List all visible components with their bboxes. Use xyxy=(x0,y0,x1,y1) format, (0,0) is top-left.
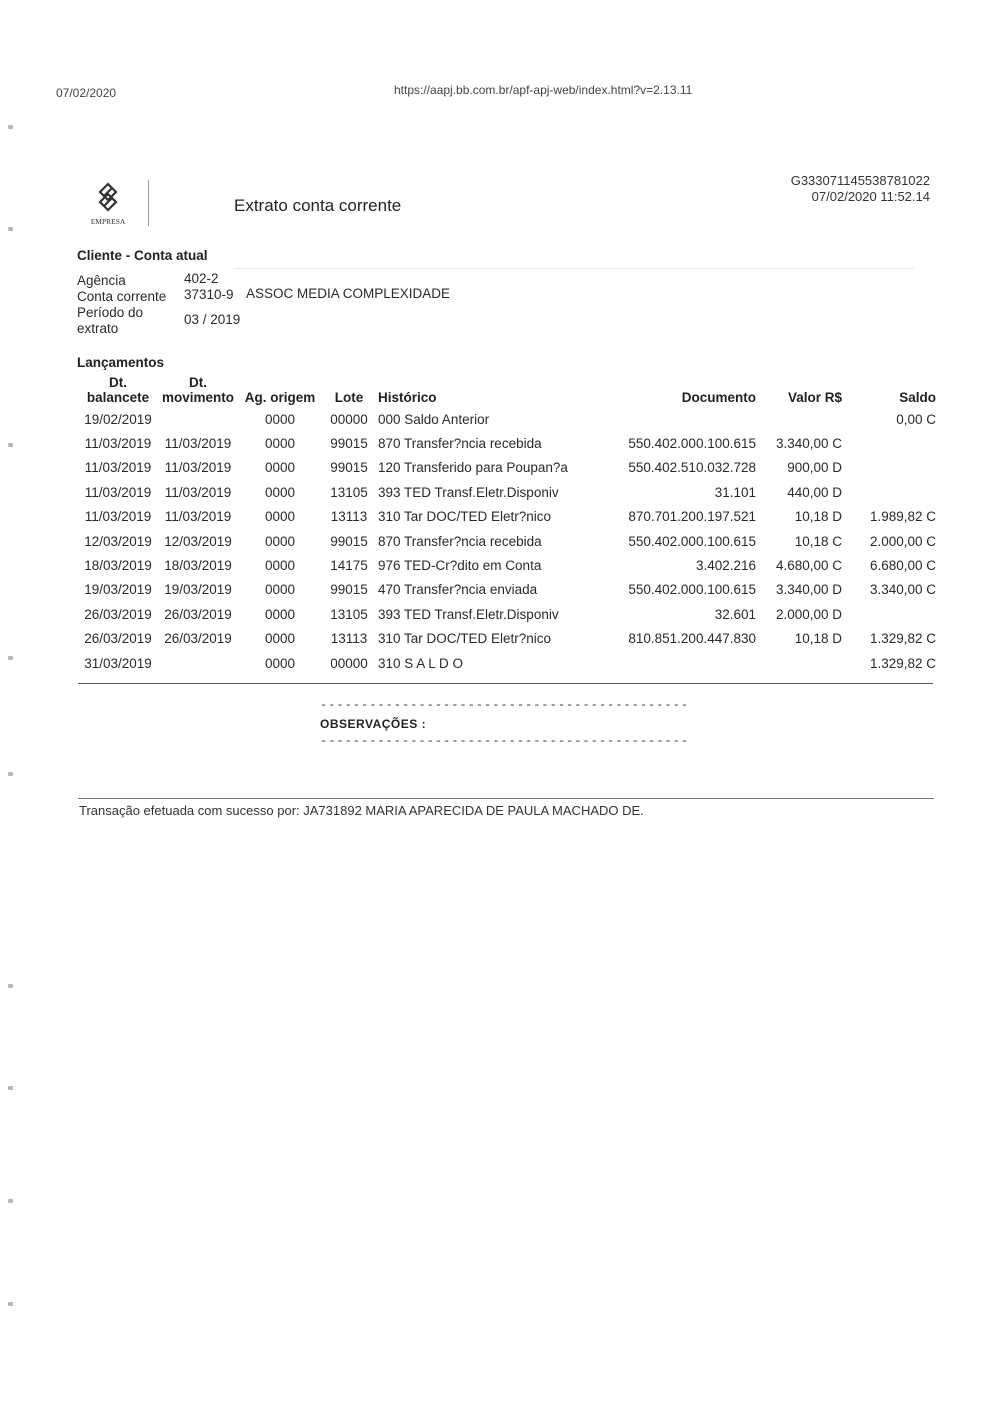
cell-dt-balancete: 26/03/2019 xyxy=(84,606,152,622)
col-dt-movimento-line1: Dt. xyxy=(189,375,207,390)
table-row xyxy=(78,602,938,626)
cell-ag-origem: 0000 xyxy=(264,582,296,598)
observacoes-label: OBSERVAÇÕES : xyxy=(320,717,427,731)
cell-ag-origem: 0000 xyxy=(264,436,296,452)
cell-saldo: 6.680,00 C xyxy=(869,558,936,574)
cell-lote: 00000 xyxy=(330,411,368,427)
col-dt-balancete xyxy=(78,375,158,407)
table-row xyxy=(78,651,938,675)
cell-dt-balancete: 11/03/2019 xyxy=(84,509,152,525)
statement-table xyxy=(78,375,938,675)
cell-dt-movimento: 11/03/2019 xyxy=(164,509,232,525)
cell-documento: 32.601 xyxy=(714,606,756,622)
bb-logo-icon xyxy=(78,178,138,230)
cell-valor: 4.680,00 C xyxy=(775,558,842,574)
agencia-label: Agência xyxy=(77,273,126,288)
col-dt-movimento-line2: movimento xyxy=(161,390,234,405)
cell-valor: 900,00 D xyxy=(787,460,842,476)
document-id: G333071145538781022 xyxy=(790,173,930,188)
cell-ag-origem: 0000 xyxy=(264,460,296,476)
col-valor: Valor R$ xyxy=(787,390,842,405)
col-dt-balancete-line1: Dt. xyxy=(109,375,127,390)
lancamentos-heading: Lançamentos xyxy=(77,355,165,370)
cell-historico: 310 Tar DOC/TED Eletr?nico xyxy=(378,509,552,525)
table-row xyxy=(78,431,938,455)
cell-lote: 00000 xyxy=(330,655,368,671)
col-historico: Histórico xyxy=(378,390,437,405)
cell-dt-balancete: 12/03/2019 xyxy=(84,533,152,549)
periodo-label-line1: Período do xyxy=(77,305,144,320)
scan-mark xyxy=(8,1086,13,1090)
cell-dt-movimento xyxy=(158,407,238,431)
cell-documento xyxy=(614,407,758,431)
cell-dt-movimento: 11/03/2019 xyxy=(164,460,232,476)
col-ag-origem: Ag. origem xyxy=(244,390,316,405)
cell-saldo: 1.989,82 C xyxy=(869,509,936,525)
col-dt-balancete-line2: balancete xyxy=(86,390,150,405)
cell-saldo xyxy=(844,480,938,504)
scan-mark xyxy=(8,125,13,129)
conta-value: 37310-9 xyxy=(184,287,234,302)
cell-historico: 470 Transfer?ncia enviada xyxy=(378,582,538,598)
conta-label: Conta corrente xyxy=(77,289,167,304)
cell-saldo xyxy=(844,456,938,480)
cell-dt-movimento: 11/03/2019 xyxy=(164,436,232,452)
cell-lote: 13113 xyxy=(330,631,368,647)
table-row xyxy=(78,407,938,431)
cell-documento: 810.851.200.447.830 xyxy=(628,631,756,647)
footer-text: Transação efetuada com sucesso por: JA731892 MARIA APARECIDA DE PAULA MACHADO DE. xyxy=(79,803,644,818)
scan-mark xyxy=(8,227,13,231)
table-row xyxy=(78,553,938,577)
cell-lote: 13113 xyxy=(330,509,368,525)
cell-historico: 000 Saldo Anterior xyxy=(378,411,490,427)
cell-lote: 99015 xyxy=(330,533,368,549)
cell-historico: 976 TED-Cr?dito em Conta xyxy=(378,558,542,574)
page-title: Extrato conta corrente xyxy=(234,196,402,215)
client-section-heading: Cliente - Conta atual xyxy=(77,248,208,263)
cell-ag-origem: 0000 xyxy=(264,606,296,622)
dashed-divider-top: --------------------------------------------- xyxy=(320,698,690,712)
cell-lote: 99015 xyxy=(330,460,368,476)
print-date: 07/02/2020 xyxy=(56,86,117,100)
cell-saldo: 1.329,82 C xyxy=(869,655,936,671)
cell-saldo: 1.329,82 C xyxy=(869,631,936,647)
table-row xyxy=(78,529,938,553)
cell-dt-balancete: 19/02/2019 xyxy=(84,411,152,427)
cell-documento: 550.402.000.100.615 xyxy=(628,533,756,549)
cell-valor: 10,18 D xyxy=(794,509,842,525)
cell-dt-balancete: 11/03/2019 xyxy=(84,436,152,452)
col-dt-movimento xyxy=(158,375,238,407)
table-row xyxy=(78,456,938,480)
footer-rule xyxy=(78,798,934,799)
cell-dt-movimento: 26/03/2019 xyxy=(164,631,232,647)
cell-ag-origem: 0000 xyxy=(264,509,296,525)
cell-historico: 310 Tar DOC/TED Eletr?nico xyxy=(378,631,552,647)
cell-documento: 550.402.000.100.615 xyxy=(628,582,756,598)
cell-historico: 870 Transfer?ncia recebida xyxy=(378,533,542,549)
cell-dt-balancete: 19/03/2019 xyxy=(84,582,152,598)
cell-historico: 393 TED Transf.Eletr.Disponiv xyxy=(378,484,559,500)
cell-lote: 99015 xyxy=(330,582,368,598)
cell-saldo: 2.000,00 C xyxy=(869,533,936,549)
table-bottom-rule xyxy=(78,683,933,684)
cell-dt-balancete: 11/03/2019 xyxy=(84,460,152,476)
divider xyxy=(234,268,914,269)
cell-valor: 10,18 C xyxy=(794,533,842,549)
cell-saldo: 0,00 C xyxy=(896,411,936,427)
cell-historico: 120 Transferido para Poupan?a xyxy=(378,460,568,476)
cell-ag-origem: 0000 xyxy=(264,411,296,427)
cell-dt-balancete: 26/03/2019 xyxy=(84,631,152,647)
table-row xyxy=(78,505,938,529)
cell-dt-movimento: 19/03/2019 xyxy=(164,582,232,598)
dashed-divider-bottom: --------------------------------------------- xyxy=(320,734,690,748)
cell-ag-origem: 0000 xyxy=(264,655,296,671)
cell-dt-movimento: 11/03/2019 xyxy=(164,484,232,500)
cell-ag-origem: 0000 xyxy=(264,533,296,549)
cell-documento: 870.701.200.197.521 xyxy=(628,509,756,525)
bank-logo xyxy=(78,178,152,230)
conta-name: ASSOC MEDIA COMPLEXIDADE xyxy=(246,286,451,301)
table-row xyxy=(78,480,938,504)
cell-historico: 870 Transfer?ncia recebida xyxy=(378,436,542,452)
cell-ag-origem: 0000 xyxy=(264,558,296,574)
cell-documento: 31.101 xyxy=(714,484,756,500)
cell-ag-origem: 0000 xyxy=(264,631,296,647)
cell-saldo xyxy=(844,602,938,626)
cell-saldo xyxy=(844,431,938,455)
cell-lote: 13105 xyxy=(330,484,368,500)
cell-valor xyxy=(758,407,844,431)
cell-valor: 3.340,00 D xyxy=(775,582,842,598)
cell-dt-balancete: 11/03/2019 xyxy=(84,484,152,500)
scan-mark xyxy=(8,772,13,776)
col-saldo: Saldo xyxy=(899,390,936,405)
cell-valor xyxy=(758,651,844,675)
agencia-value: 402-2 xyxy=(184,271,219,286)
cell-documento xyxy=(614,651,758,675)
cell-lote: 14175 xyxy=(330,558,368,574)
scan-mark xyxy=(8,984,13,988)
table-header-row xyxy=(78,375,938,407)
cell-valor: 440,00 D xyxy=(787,484,842,500)
cell-saldo: 3.340,00 C xyxy=(869,582,936,598)
scan-mark xyxy=(8,1302,13,1306)
cell-dt-movimento: 12/03/2019 xyxy=(164,533,232,549)
cell-lote: 13105 xyxy=(330,606,368,622)
scan-mark xyxy=(8,656,13,660)
scan-mark xyxy=(8,443,13,447)
cell-dt-movimento xyxy=(158,651,238,675)
cell-lote: 99015 xyxy=(330,436,368,452)
cell-dt-movimento: 18/03/2019 xyxy=(164,558,232,574)
col-documento: Documento xyxy=(681,390,756,405)
document-timestamp: 07/02/2020 11:52.14 xyxy=(811,189,930,204)
cell-ag-origem: 0000 xyxy=(264,484,296,500)
periodo-label-line2: extrato xyxy=(77,321,119,336)
cell-valor: 10,18 D xyxy=(794,631,842,647)
logo-text: EMPRESA xyxy=(90,217,126,226)
cell-documento: 550.402.000.100.615 xyxy=(628,436,756,452)
print-url: https://aapj.bb.com.br/apf-apj-web/index.html?v=2.13.11 xyxy=(394,83,693,97)
cell-documento: 3.402.216 xyxy=(695,558,756,574)
cell-dt-balancete: 18/03/2019 xyxy=(84,558,152,574)
cell-dt-balancete: 31/03/2019 xyxy=(84,655,152,671)
cell-dt-movimento: 26/03/2019 xyxy=(164,606,232,622)
table-row xyxy=(78,627,938,651)
cell-valor: 3.340,00 C xyxy=(775,436,842,452)
col-lote: Lote xyxy=(334,390,364,405)
scan-mark xyxy=(8,1199,13,1203)
cell-historico: 310 S A L D O xyxy=(378,655,464,671)
cell-documento: 550.402.510.032.728 xyxy=(628,460,756,476)
logo-divider xyxy=(148,180,149,226)
periodo-value: 03 / 2019 xyxy=(184,312,241,327)
cell-historico: 393 TED Transf.Eletr.Disponiv xyxy=(378,606,559,622)
table-row xyxy=(78,578,938,602)
cell-valor: 2.000,00 D xyxy=(775,606,842,622)
